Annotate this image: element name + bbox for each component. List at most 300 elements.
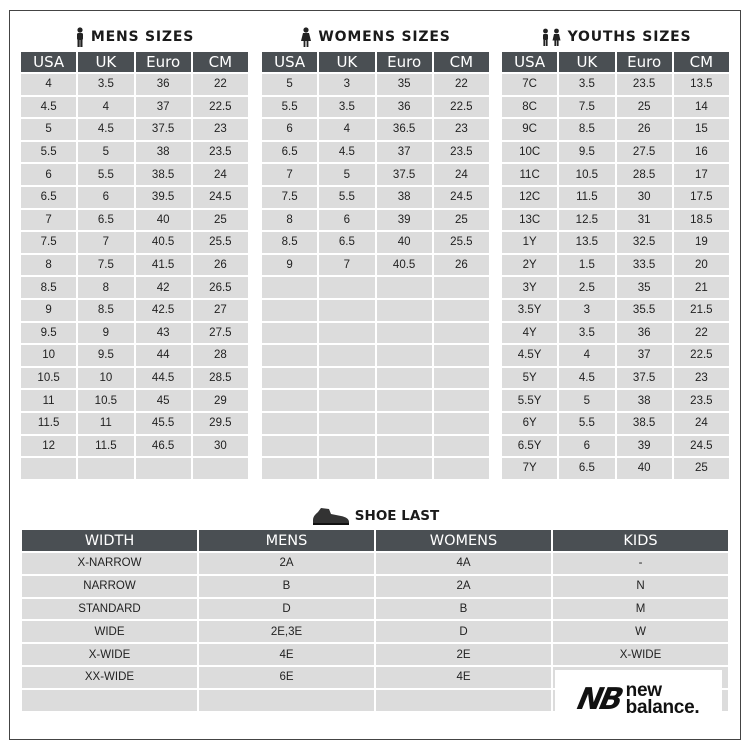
womens-cell bbox=[434, 458, 489, 479]
womens-cell: 7.5 bbox=[262, 187, 317, 208]
youths-table-body bbox=[502, 74, 729, 479]
mens-cell: 9.5 bbox=[78, 345, 133, 366]
table-row bbox=[502, 300, 729, 321]
youths-cell: 4 bbox=[559, 345, 614, 366]
youths-cell: 21.5 bbox=[674, 300, 729, 321]
womens-cell: 5.5 bbox=[319, 187, 374, 208]
shoe-last-cell: D bbox=[199, 599, 374, 620]
womens-cell bbox=[319, 323, 374, 344]
womens-cell: 5 bbox=[319, 164, 374, 185]
table-row bbox=[502, 277, 729, 298]
shoe-last-cell: N bbox=[553, 576, 728, 597]
womens-cell bbox=[262, 436, 317, 457]
table-row bbox=[262, 187, 489, 208]
youths-cell: 28.5 bbox=[617, 164, 672, 185]
table-row bbox=[21, 368, 248, 389]
youths-cell: 17.5 bbox=[674, 187, 729, 208]
mens-cell: 11 bbox=[78, 413, 133, 434]
shoe-last-column-header: MENS bbox=[199, 530, 374, 551]
nb-logo-mark: NB bbox=[573, 681, 624, 717]
youths-column-header: Euro bbox=[617, 52, 672, 72]
shoe-last-column-header: KIDS bbox=[553, 530, 728, 551]
children-icon bbox=[540, 28, 562, 46]
youths-cell: 5.5Y bbox=[502, 390, 557, 411]
shoe-last-cell: 2E,3E bbox=[199, 621, 374, 642]
mens-table-body bbox=[21, 74, 248, 479]
womens-cell: 7 bbox=[262, 164, 317, 185]
womens-cell: 24.5 bbox=[434, 187, 489, 208]
man-icon bbox=[75, 27, 85, 47]
womens-cell bbox=[319, 368, 374, 389]
womens-cell bbox=[319, 277, 374, 298]
youths-cell: 3.5Y bbox=[502, 300, 557, 321]
table-row bbox=[262, 413, 489, 434]
mens-cell: 29 bbox=[193, 390, 248, 411]
shoe-last-header bbox=[22, 530, 728, 551]
mens-size-table bbox=[19, 50, 250, 481]
mens-cell: 5.5 bbox=[21, 142, 76, 163]
youths-cell: 22 bbox=[674, 323, 729, 344]
mens-cell: 28.5 bbox=[193, 368, 248, 389]
table-row bbox=[21, 323, 248, 344]
youths-sizes-title bbox=[501, 27, 730, 47]
womens-cell: 4 bbox=[319, 119, 374, 140]
shoe-last-cell: B bbox=[199, 576, 374, 597]
mens-column-header: Euro bbox=[136, 52, 191, 72]
youths-cell: 4.5Y bbox=[502, 345, 557, 366]
youths-cell: 10.5 bbox=[559, 164, 614, 185]
mens-cell: 38.5 bbox=[136, 164, 191, 185]
womens-cell bbox=[319, 413, 374, 434]
womens-cell: 37.5 bbox=[377, 164, 432, 185]
youths-cell: 7Y bbox=[502, 458, 557, 479]
youths-column-header: USA bbox=[502, 52, 557, 72]
table-row bbox=[262, 210, 489, 231]
youths-cell: 18.5 bbox=[674, 210, 729, 231]
shoe-last-cell bbox=[376, 690, 551, 711]
shoe-last-cell: X-NARROW bbox=[22, 553, 197, 574]
youths-cell: 24.5 bbox=[674, 436, 729, 457]
youths-cell: 10C bbox=[502, 142, 557, 163]
table-row bbox=[21, 458, 248, 479]
mens-cell: 7 bbox=[21, 210, 76, 231]
womens-cell bbox=[262, 368, 317, 389]
mens-cell: 10 bbox=[78, 368, 133, 389]
table-row bbox=[262, 345, 489, 366]
mens-cell: 24 bbox=[193, 164, 248, 185]
logo-line-1: new bbox=[625, 680, 662, 701]
youths-cell: 26 bbox=[617, 119, 672, 140]
table-row bbox=[21, 210, 248, 231]
mens-cell: 6.5 bbox=[78, 210, 133, 231]
mens-column-header: CM bbox=[193, 52, 248, 72]
mens-cell bbox=[193, 458, 248, 479]
mens-column-header: UK bbox=[78, 52, 133, 72]
womens-sizes-title bbox=[261, 27, 490, 47]
table-row bbox=[502, 458, 729, 479]
mens-cell: 27 bbox=[193, 300, 248, 321]
youths-cell: 1.5 bbox=[559, 255, 614, 276]
mens-cell: 23 bbox=[193, 119, 248, 140]
womens-cell: 6 bbox=[319, 210, 374, 231]
womens-cell: 22.5 bbox=[434, 97, 489, 118]
shoe-last-cell: W bbox=[553, 621, 728, 642]
mens-cell: 42 bbox=[136, 277, 191, 298]
shoe-last-column-header: WIDTH bbox=[22, 530, 197, 551]
womens-cell bbox=[377, 390, 432, 411]
mens-cell: 6.5 bbox=[21, 187, 76, 208]
table-row bbox=[502, 74, 729, 95]
youths-cell: 23.5 bbox=[674, 390, 729, 411]
womens-cell bbox=[434, 277, 489, 298]
womens-cell: 5.5 bbox=[262, 97, 317, 118]
shoe-last-cell: NARROW bbox=[22, 576, 197, 597]
mens-cell: 44 bbox=[136, 345, 191, 366]
youths-cell: 20 bbox=[674, 255, 729, 276]
table-row bbox=[21, 97, 248, 118]
mens-cell bbox=[136, 458, 191, 479]
mens-column-header: USA bbox=[21, 52, 76, 72]
womens-cell bbox=[262, 458, 317, 479]
womens-cell bbox=[377, 277, 432, 298]
youths-cell: 9C bbox=[502, 119, 557, 140]
table-row bbox=[262, 119, 489, 140]
mens-cell: 44.5 bbox=[136, 368, 191, 389]
youths-cell: 2Y bbox=[502, 255, 557, 276]
mens-cell: 25 bbox=[193, 210, 248, 231]
womens-column-header: CM bbox=[434, 52, 489, 72]
shoe-last-cell: 2A bbox=[376, 576, 551, 597]
mens-cell: 36 bbox=[136, 74, 191, 95]
table-row bbox=[262, 277, 489, 298]
table-row bbox=[262, 458, 489, 479]
table-row bbox=[502, 232, 729, 253]
youths-cell: 8.5 bbox=[559, 119, 614, 140]
shoe-last-cell: STANDARD bbox=[22, 599, 197, 620]
table-row bbox=[22, 599, 728, 620]
mens-cell: 8.5 bbox=[78, 300, 133, 321]
youths-cell: 32.5 bbox=[617, 232, 672, 253]
table-row bbox=[262, 390, 489, 411]
youths-cell: 38.5 bbox=[617, 413, 672, 434]
table-row bbox=[22, 621, 728, 642]
mens-cell: 4 bbox=[78, 97, 133, 118]
mens-cell: 39.5 bbox=[136, 187, 191, 208]
mens-table-header bbox=[21, 52, 248, 72]
youths-cell: 25 bbox=[674, 458, 729, 479]
womens-cell bbox=[434, 323, 489, 344]
youths-table-header bbox=[502, 52, 729, 72]
youths-cell: 9.5 bbox=[559, 142, 614, 163]
table-row bbox=[502, 210, 729, 231]
table-row bbox=[21, 119, 248, 140]
mens-cell: 5.5 bbox=[78, 164, 133, 185]
mens-cell: 45 bbox=[136, 390, 191, 411]
mens-cell: 29.5 bbox=[193, 413, 248, 434]
mens-cell: 10 bbox=[21, 345, 76, 366]
youths-cell: 37.5 bbox=[617, 368, 672, 389]
shoe-last-column-header: WOMENS bbox=[376, 530, 551, 551]
mens-cell bbox=[21, 458, 76, 479]
youths-cell: 2.5 bbox=[559, 277, 614, 298]
table-row bbox=[262, 368, 489, 389]
womens-cell: 23 bbox=[434, 119, 489, 140]
table-row bbox=[21, 164, 248, 185]
youths-cell: 38 bbox=[617, 390, 672, 411]
table-row bbox=[502, 97, 729, 118]
shoe-last-cell: X-WIDE bbox=[22, 644, 197, 665]
mens-cell: 24.5 bbox=[193, 187, 248, 208]
mens-cell: 5 bbox=[78, 142, 133, 163]
youths-cell: 17 bbox=[674, 164, 729, 185]
youths-cell: 36 bbox=[617, 323, 672, 344]
youths-cell: 8C bbox=[502, 97, 557, 118]
youths-cell: 16 bbox=[674, 142, 729, 163]
table-row bbox=[21, 277, 248, 298]
womens-size-table bbox=[260, 50, 491, 481]
table-row bbox=[21, 413, 248, 434]
shoe-last-cell: 4E bbox=[376, 667, 551, 688]
mens-cell: 45.5 bbox=[136, 413, 191, 434]
table-row bbox=[21, 142, 248, 163]
youths-cell: 1Y bbox=[502, 232, 557, 253]
youths-cell: 19 bbox=[674, 232, 729, 253]
womens-cell bbox=[434, 300, 489, 321]
youths-cell: 23.5 bbox=[617, 74, 672, 95]
mens-cell: 40 bbox=[136, 210, 191, 231]
table-row bbox=[502, 142, 729, 163]
womens-cell bbox=[262, 323, 317, 344]
table-row bbox=[502, 368, 729, 389]
mens-cell: 12 bbox=[21, 436, 76, 457]
womens-cell bbox=[262, 345, 317, 366]
youths-cell: 6 bbox=[559, 436, 614, 457]
shoe-icon bbox=[311, 506, 351, 526]
womens-cell: 23.5 bbox=[434, 142, 489, 163]
mens-cell: 38 bbox=[136, 142, 191, 163]
womens-cell bbox=[319, 436, 374, 457]
mens-cell: 26.5 bbox=[193, 277, 248, 298]
shoe-last-cell: 6E bbox=[199, 667, 374, 688]
mens-cell: 8.5 bbox=[21, 277, 76, 298]
shoe-last-cell: 4A bbox=[376, 553, 551, 574]
mens-cell: 4.5 bbox=[78, 119, 133, 140]
youths-cell: 35.5 bbox=[617, 300, 672, 321]
womens-cell bbox=[434, 345, 489, 366]
womens-cell bbox=[262, 413, 317, 434]
youths-cell: 4.5 bbox=[559, 368, 614, 389]
mens-cell: 22 bbox=[193, 74, 248, 95]
youths-cell: 5Y bbox=[502, 368, 557, 389]
womens-cell bbox=[434, 436, 489, 457]
shoe-last-cell: 4E bbox=[199, 644, 374, 665]
youths-cell: 14 bbox=[674, 97, 729, 118]
youths-column-header: CM bbox=[674, 52, 729, 72]
table-row bbox=[22, 576, 728, 597]
table-row bbox=[262, 164, 489, 185]
mens-cell: 9 bbox=[21, 300, 76, 321]
youths-cell: 15 bbox=[674, 119, 729, 140]
youths-size-table bbox=[500, 50, 731, 481]
mens-cell bbox=[78, 458, 133, 479]
mens-cell: 25.5 bbox=[193, 232, 248, 253]
mens-cell: 8 bbox=[21, 255, 76, 276]
table-row bbox=[262, 255, 489, 276]
womens-cell bbox=[434, 390, 489, 411]
womens-cell: 7 bbox=[319, 255, 374, 276]
womens-cell bbox=[377, 300, 432, 321]
womens-column-header: USA bbox=[262, 52, 317, 72]
womens-cell: 40.5 bbox=[377, 255, 432, 276]
youths-cell: 40 bbox=[617, 458, 672, 479]
mens-cell: 26 bbox=[193, 255, 248, 276]
table-row bbox=[502, 323, 729, 344]
table-row bbox=[21, 232, 248, 253]
youths-cell: 31 bbox=[617, 210, 672, 231]
womens-cell bbox=[434, 368, 489, 389]
mens-cell: 30 bbox=[193, 436, 248, 457]
womens-cell bbox=[262, 300, 317, 321]
youths-cell: 25 bbox=[617, 97, 672, 118]
youths-column-header: UK bbox=[559, 52, 614, 72]
table-row bbox=[21, 436, 248, 457]
table-row bbox=[262, 142, 489, 163]
mens-cell: 9.5 bbox=[21, 323, 76, 344]
table-row bbox=[21, 74, 248, 95]
womens-cell: 24 bbox=[434, 164, 489, 185]
womens-cell: 4.5 bbox=[319, 142, 374, 163]
shoe-last-cell: WIDE bbox=[22, 621, 197, 642]
table-row bbox=[262, 97, 489, 118]
womens-cell bbox=[319, 390, 374, 411]
youths-cell: 12.5 bbox=[559, 210, 614, 231]
youths-cell: 5 bbox=[559, 390, 614, 411]
womens-cell bbox=[262, 277, 317, 298]
table-row bbox=[262, 232, 489, 253]
youths-cell: 11C bbox=[502, 164, 557, 185]
youths-cell: 23 bbox=[674, 368, 729, 389]
new-balance-logo bbox=[555, 670, 722, 728]
youths-cell: 3 bbox=[559, 300, 614, 321]
youths-cell: 35 bbox=[617, 277, 672, 298]
table-row bbox=[21, 390, 248, 411]
shoe-last-header-row bbox=[22, 530, 728, 551]
youths-cell: 3.5 bbox=[559, 323, 614, 344]
mens-cell: 22.5 bbox=[193, 97, 248, 118]
womens-cell: 36 bbox=[377, 97, 432, 118]
mens-cell: 6 bbox=[21, 164, 76, 185]
logo-wordmark bbox=[626, 682, 700, 716]
youths-cell: 13.5 bbox=[674, 74, 729, 95]
youths-cell: 6.5Y bbox=[502, 436, 557, 457]
womens-cell: 6.5 bbox=[262, 142, 317, 163]
table-row bbox=[21, 187, 248, 208]
womens-cell: 39 bbox=[377, 210, 432, 231]
youths-header-row bbox=[502, 52, 729, 72]
table-row bbox=[502, 187, 729, 208]
womens-header-row bbox=[262, 52, 489, 72]
mens-cell: 10.5 bbox=[78, 390, 133, 411]
womens-cell: 9 bbox=[262, 255, 317, 276]
womens-cell bbox=[377, 368, 432, 389]
mens-cell: 9 bbox=[78, 323, 133, 344]
shoe-last-cell: M bbox=[553, 599, 728, 620]
youths-cell: 6.5 bbox=[559, 458, 614, 479]
mens-cell: 7 bbox=[78, 232, 133, 253]
youths-cell: 4Y bbox=[502, 323, 557, 344]
mens-cell: 4.5 bbox=[21, 97, 76, 118]
table-row bbox=[22, 644, 728, 665]
youths-cell: 24 bbox=[674, 413, 729, 434]
table-row bbox=[502, 345, 729, 366]
youths-cell: 13.5 bbox=[559, 232, 614, 253]
womens-cell: 36.5 bbox=[377, 119, 432, 140]
mens-cell: 46.5 bbox=[136, 436, 191, 457]
table-row bbox=[21, 255, 248, 276]
shoe-last-cell: XX-WIDE bbox=[22, 667, 197, 688]
womens-cell bbox=[377, 345, 432, 366]
mens-cell: 10.5 bbox=[21, 368, 76, 389]
shoe-last-label: SHOE LAST bbox=[354, 508, 440, 524]
mens-cell: 37 bbox=[136, 97, 191, 118]
mens-cell: 3.5 bbox=[78, 74, 133, 95]
womens-cell: 6.5 bbox=[319, 232, 374, 253]
mens-cell: 27.5 bbox=[193, 323, 248, 344]
woman-icon bbox=[300, 27, 312, 47]
womens-column-header: UK bbox=[319, 52, 374, 72]
womens-cell bbox=[319, 300, 374, 321]
womens-cell: 38 bbox=[377, 187, 432, 208]
womens-cell bbox=[262, 390, 317, 411]
womens-cell: 37 bbox=[377, 142, 432, 163]
mens-header-row bbox=[21, 52, 248, 72]
youths-cell: 22.5 bbox=[674, 345, 729, 366]
womens-cell: 35 bbox=[377, 74, 432, 95]
womens-cell: 25 bbox=[434, 210, 489, 231]
youths-cell: 3Y bbox=[502, 277, 557, 298]
table-row bbox=[502, 119, 729, 140]
shoe-last-cell bbox=[22, 690, 197, 711]
table-row bbox=[21, 300, 248, 321]
mens-cell: 11.5 bbox=[78, 436, 133, 457]
table-row bbox=[502, 164, 729, 185]
mens-cell: 37.5 bbox=[136, 119, 191, 140]
youths-cell: 30 bbox=[617, 187, 672, 208]
youths-cell: 27.5 bbox=[617, 142, 672, 163]
table-row bbox=[262, 323, 489, 344]
womens-cell: 26 bbox=[434, 255, 489, 276]
youths-cell: 37 bbox=[617, 345, 672, 366]
table-row bbox=[502, 390, 729, 411]
mens-sizes-label: MENS SIZES bbox=[90, 29, 195, 45]
womens-cell: 6 bbox=[262, 119, 317, 140]
womens-cell: 25.5 bbox=[434, 232, 489, 253]
womens-sizes-label: WOMENS SIZES bbox=[318, 29, 451, 45]
mens-cell: 41.5 bbox=[136, 255, 191, 276]
womens-cell: 22 bbox=[434, 74, 489, 95]
shoe-last-cell: 2E bbox=[376, 644, 551, 665]
youths-cell: 7C bbox=[502, 74, 557, 95]
mens-cell: 8 bbox=[78, 277, 133, 298]
logo-line-2: balance. bbox=[625, 697, 700, 718]
youths-cell: 11.5 bbox=[559, 187, 614, 208]
table-row bbox=[502, 255, 729, 276]
mens-cell: 43 bbox=[136, 323, 191, 344]
youths-cell: 7.5 bbox=[559, 97, 614, 118]
womens-table-header bbox=[262, 52, 489, 72]
womens-cell: 3 bbox=[319, 74, 374, 95]
womens-cell bbox=[377, 458, 432, 479]
